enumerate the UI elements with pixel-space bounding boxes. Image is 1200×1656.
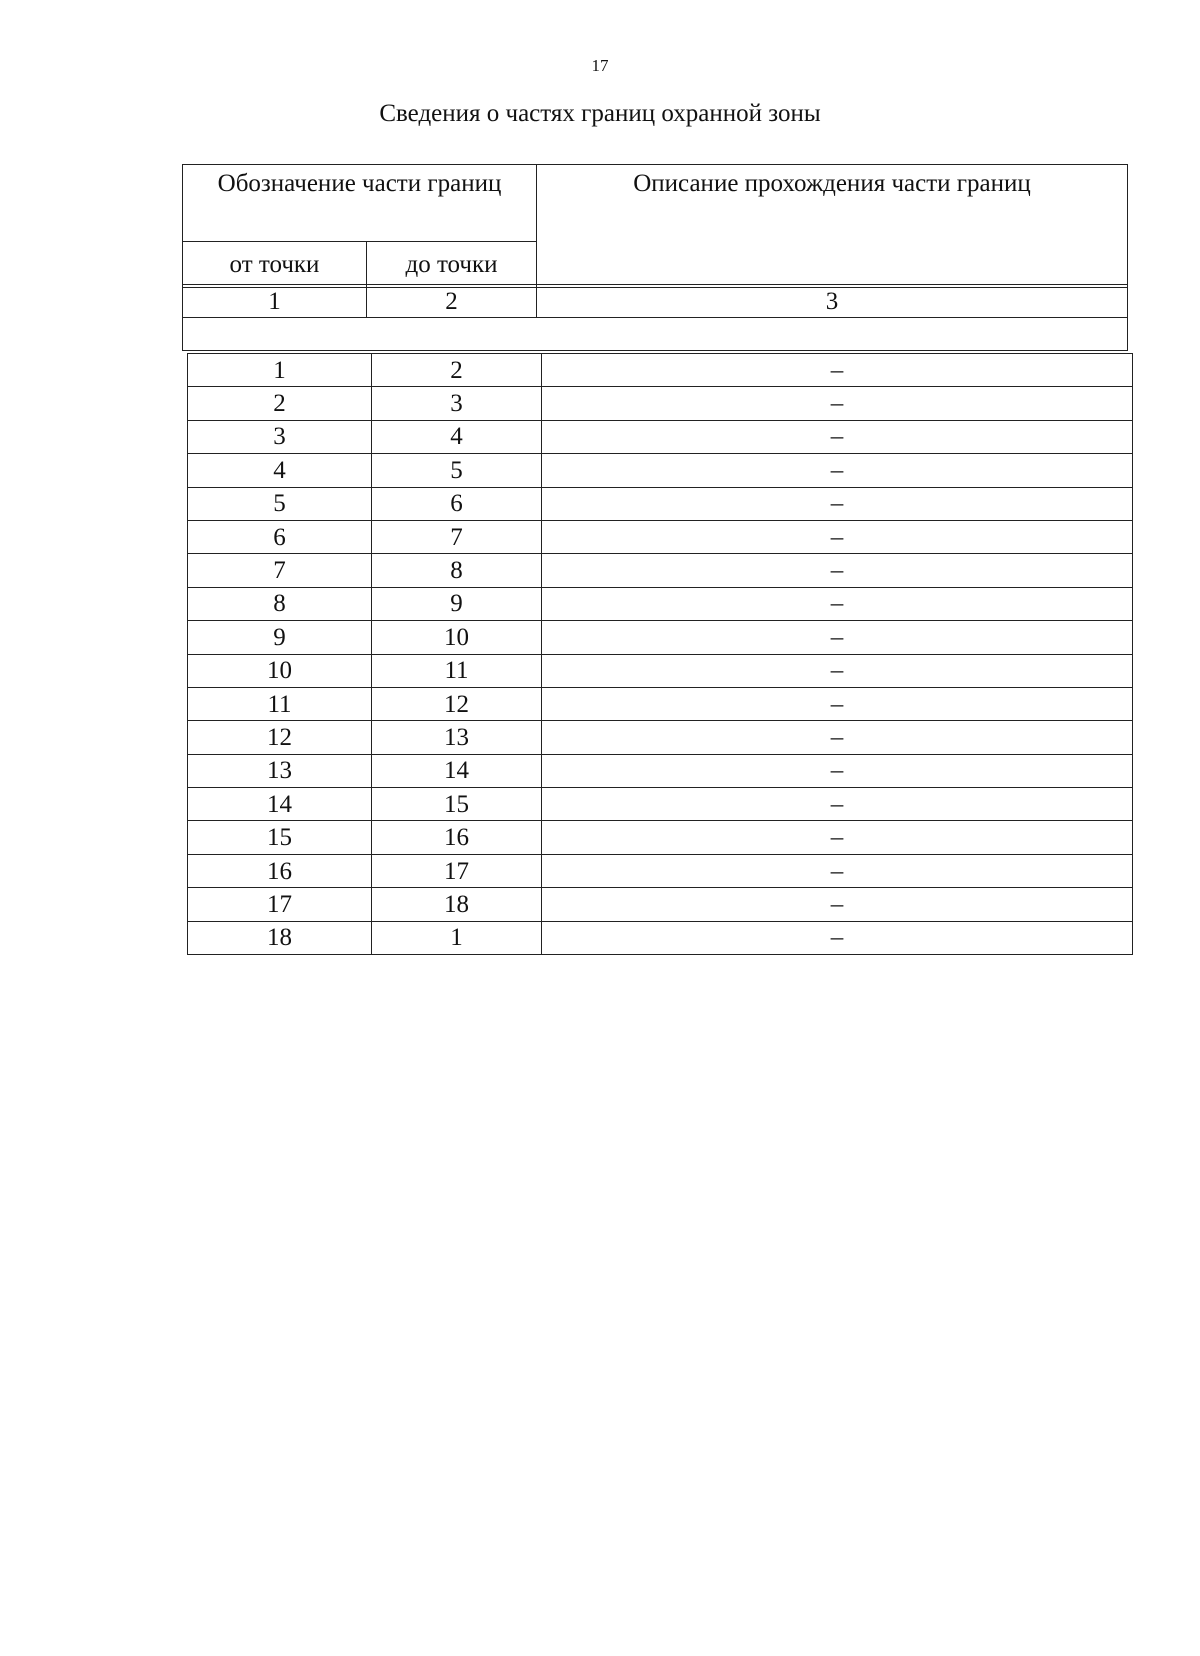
from-point-cell: 5: [188, 487, 372, 520]
boundary-table: [187, 353, 1133, 955]
description-cell: –: [542, 554, 1133, 587]
from-point-cell: 15: [188, 821, 372, 854]
column-number-row: [183, 285, 1128, 318]
table-row: [188, 420, 1133, 453]
from-point-cell: 9: [188, 621, 372, 654]
from-point-cell: 11: [188, 687, 372, 720]
to-point-cell: 9: [372, 587, 542, 620]
to-point-cell: 2: [372, 354, 542, 387]
boundary-table-header: [182, 164, 1128, 288]
from-point-cell: 18: [188, 921, 372, 954]
description-cell: –: [542, 354, 1133, 387]
to-point-cell: 14: [372, 754, 542, 787]
description-cell: –: [542, 587, 1133, 620]
designation-header: Обозначение части границ: [183, 165, 537, 242]
from-point-cell: 17: [188, 888, 372, 921]
table-row: [188, 554, 1133, 587]
from-point-cell: 6: [188, 520, 372, 553]
description-header: Описание прохождения части границ: [537, 165, 1128, 288]
to-point-cell: 13: [372, 721, 542, 754]
page-title: Сведения о частях границ охранной зоны: [379, 100, 821, 127]
to-point-cell: 12: [372, 687, 542, 720]
to-point-cell: 16: [372, 821, 542, 854]
from-point-cell: 2: [188, 387, 372, 420]
column-number: 2: [367, 285, 537, 318]
from-point-cell: 13: [188, 754, 372, 787]
table-row: [188, 788, 1133, 821]
to-point-cell: 18: [372, 888, 542, 921]
table-row: [188, 621, 1133, 654]
description-cell: –: [542, 687, 1133, 720]
from-point-header: от точки: [183, 242, 367, 288]
to-point-cell: 7: [372, 520, 542, 553]
to-point-cell: 8: [372, 554, 542, 587]
table-row: [188, 854, 1133, 887]
table-row: [188, 921, 1133, 954]
table-row: [188, 821, 1133, 854]
from-point-cell: 7: [188, 554, 372, 587]
from-point-cell: 1: [188, 354, 372, 387]
table-row: [188, 754, 1133, 787]
to-point-cell: 4: [372, 420, 542, 453]
description-cell: –: [542, 420, 1133, 453]
description-cell: –: [542, 754, 1133, 787]
description-cell: –: [542, 821, 1133, 854]
to-point-header: до точки: [367, 242, 537, 288]
table-row: [188, 454, 1133, 487]
description-cell: –: [542, 520, 1133, 553]
description-cell: –: [542, 721, 1133, 754]
table-row: [188, 721, 1133, 754]
description-cell: –: [542, 888, 1133, 921]
column-number: 1: [183, 285, 367, 318]
table-row: [188, 888, 1133, 921]
section-row: [183, 318, 1128, 351]
table-row: [188, 387, 1133, 420]
to-point-cell: 11: [372, 654, 542, 687]
from-point-cell: 8: [188, 587, 372, 620]
table-row: [188, 654, 1133, 687]
column-number-table: [182, 284, 1128, 351]
description-cell: –: [542, 387, 1133, 420]
to-point-cell: 3: [372, 387, 542, 420]
to-point-cell: 5: [372, 454, 542, 487]
to-point-cell: 15: [372, 788, 542, 821]
page-number: 17: [591, 56, 609, 75]
from-point-cell: 4: [188, 454, 372, 487]
from-point-cell: 14: [188, 788, 372, 821]
description-cell: –: [542, 788, 1133, 821]
from-point-cell: 16: [188, 854, 372, 887]
description-cell: –: [542, 921, 1133, 954]
description-cell: –: [542, 487, 1133, 520]
description-cell: –: [542, 621, 1133, 654]
from-point-cell: 12: [188, 721, 372, 754]
table-row: [188, 687, 1133, 720]
table-row: [188, 354, 1133, 387]
from-point-cell: 3: [188, 420, 372, 453]
column-number: 3: [537, 285, 1128, 318]
description-cell: –: [542, 654, 1133, 687]
table-row: [188, 587, 1133, 620]
table-row: [188, 520, 1133, 553]
to-point-cell: 17: [372, 854, 542, 887]
from-point-cell: 10: [188, 654, 372, 687]
to-point-cell: 10: [372, 621, 542, 654]
table-row: [188, 487, 1133, 520]
section-label: [183, 318, 1128, 351]
description-cell: –: [542, 854, 1133, 887]
to-point-cell: 6: [372, 487, 542, 520]
description-cell: –: [542, 454, 1133, 487]
to-point-cell: 1: [372, 921, 542, 954]
